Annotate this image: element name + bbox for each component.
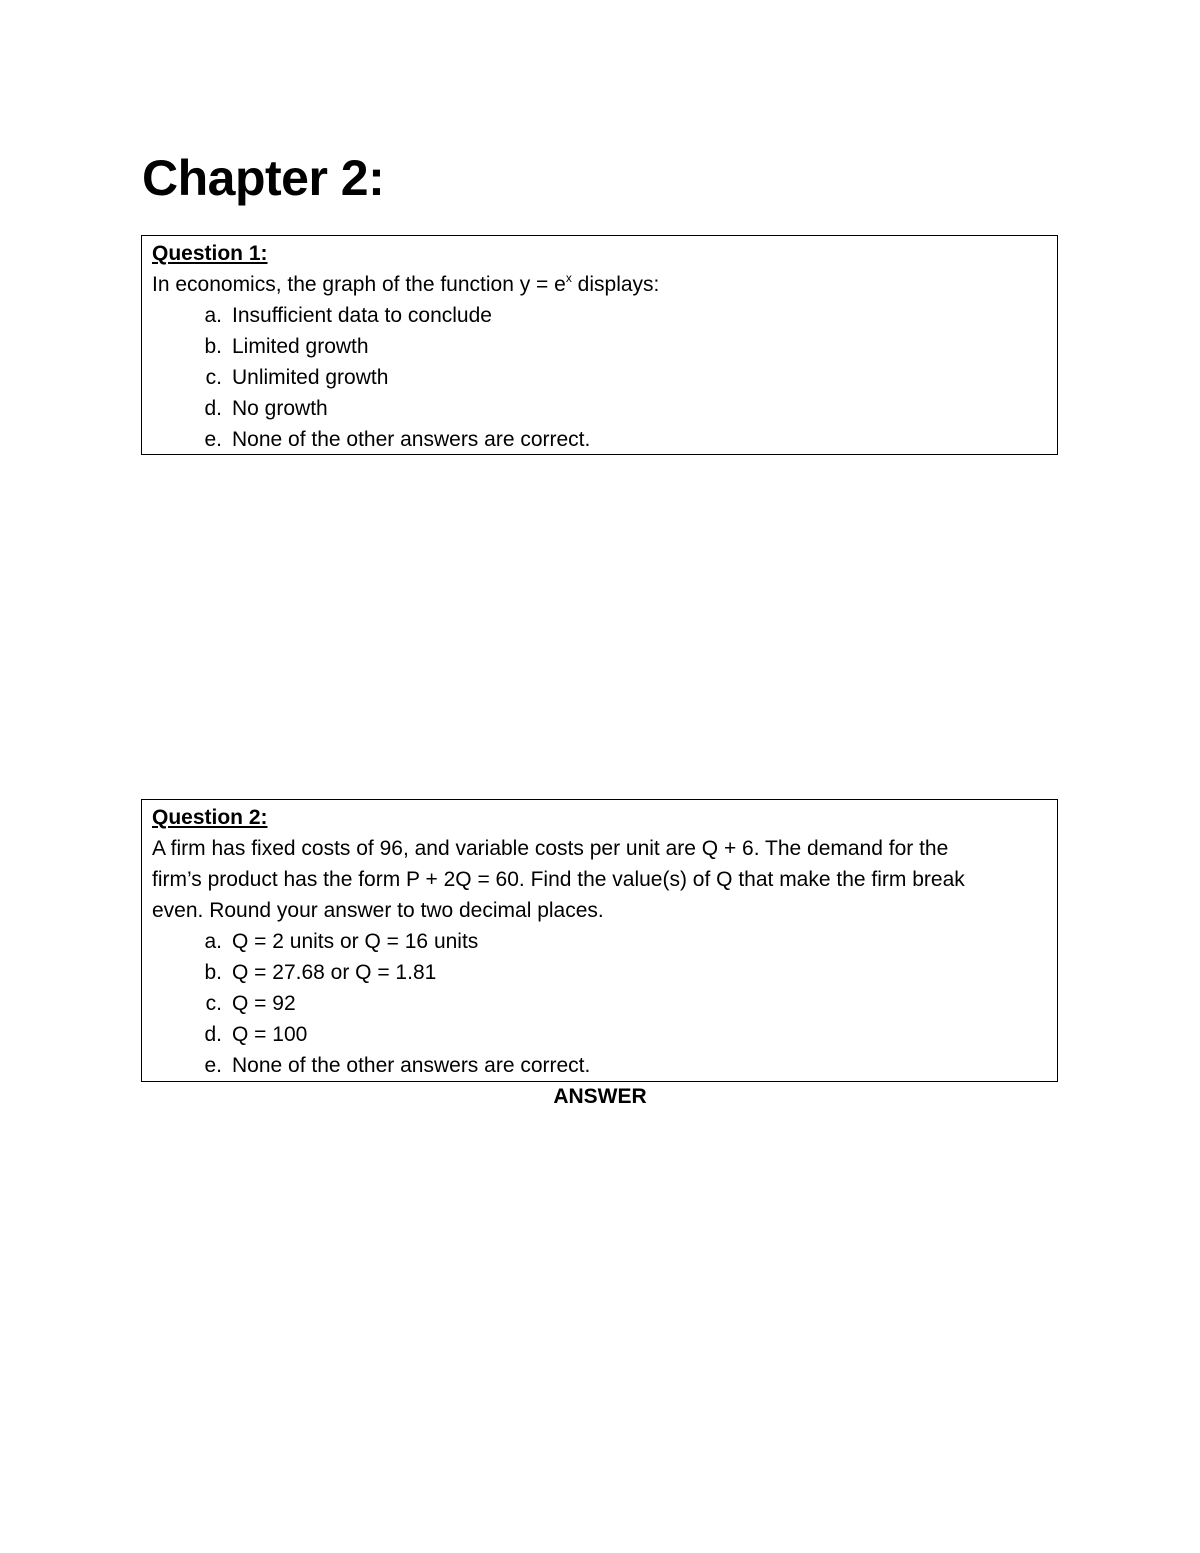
question-1-exponent: x xyxy=(565,271,572,285)
question-2-prompt-line-1: A firm has fixed costs of 96, and variable costs per unit are Q + 6. The demand for the xyxy=(152,837,949,860)
question-2-box xyxy=(141,799,1058,1082)
option-letter: a. xyxy=(204,930,222,953)
question-1-option-d xyxy=(152,393,1047,424)
question-2-option-a xyxy=(152,926,1047,957)
question-1-prompt xyxy=(152,269,1047,300)
question-2-options xyxy=(152,926,1047,1081)
answer-label: ANSWER xyxy=(553,1085,647,1108)
option-text: Q = 92 xyxy=(232,992,296,1015)
option-letter: c. xyxy=(205,992,222,1015)
question-2-prompt-line-3: even. Round your answer to two decimal places. xyxy=(152,899,604,922)
option-text: Q = 100 xyxy=(232,1023,308,1046)
question-1-option-a xyxy=(152,300,1047,331)
question-2-option-d xyxy=(152,1019,1047,1050)
question-1-box xyxy=(141,235,1058,455)
question-1-option-c xyxy=(152,362,1047,393)
question-1-prompt-tail: displays: xyxy=(571,273,660,296)
option-letter: b. xyxy=(204,961,222,984)
question-2-heading: Question 2: xyxy=(152,806,268,829)
option-text: No growth xyxy=(232,397,328,420)
option-text: None of the other answers are correct. xyxy=(232,1054,591,1077)
question-1-options xyxy=(152,300,1047,455)
option-text: Limited growth xyxy=(232,335,369,358)
question-2-option-c xyxy=(152,988,1047,1019)
option-text: None of the other answers are correct. xyxy=(232,428,591,451)
chapter-title: Chapter 2: xyxy=(142,150,385,206)
option-text: Insufficient data to conclude xyxy=(232,304,492,327)
question-2-prompt-line-2: firm’s product has the form P + 2Q = 60. Find the value(s) of Q that make the firm break xyxy=(152,868,965,891)
option-letter: a. xyxy=(204,304,222,327)
option-text: Unlimited growth xyxy=(232,366,389,389)
question-1-option-b xyxy=(152,331,1047,362)
option-letter: d. xyxy=(204,1023,222,1046)
question-2-option-b xyxy=(152,957,1047,988)
option-letter: e. xyxy=(204,1054,222,1077)
option-letter: c. xyxy=(205,366,222,389)
question-1-option-e xyxy=(152,424,1047,455)
question-1-heading: Question 1: xyxy=(152,242,268,265)
option-letter: b. xyxy=(204,335,222,358)
option-letter: e. xyxy=(204,428,222,451)
option-letter: d. xyxy=(204,397,222,420)
option-text: Q = 2 units or Q = 16 units xyxy=(232,930,479,953)
question-1-prompt-text: In economics, the graph of the function y = e xyxy=(152,273,566,296)
option-text: Q = 27.68 or Q = 1.81 xyxy=(232,961,437,984)
question-2-option-e xyxy=(152,1050,1047,1081)
